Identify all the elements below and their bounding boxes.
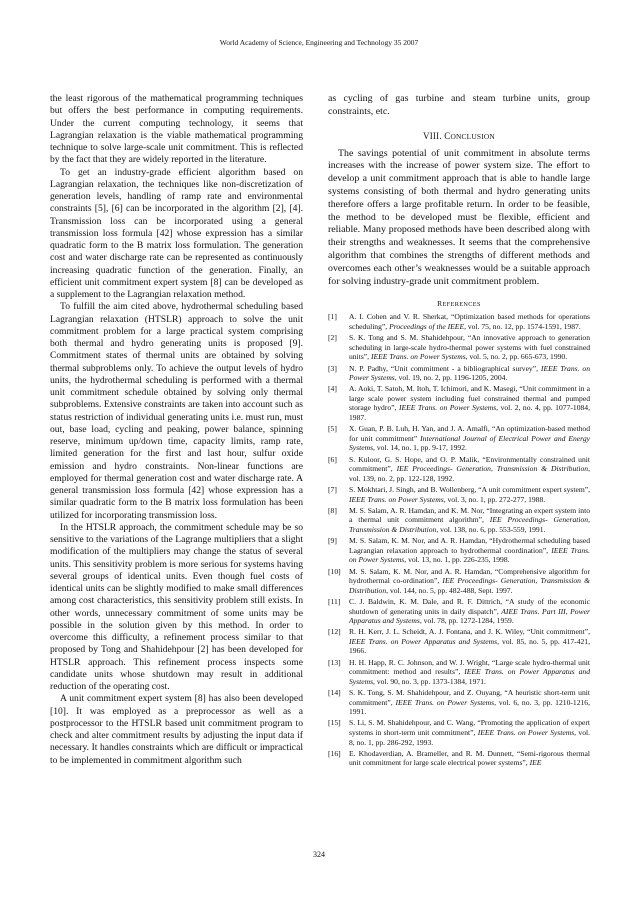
reference-item [328,333,590,362]
reference-details: , vol. 139, no. 2, pp. 122-128, 1992. [349,464,590,483]
conclusion-paragraph: The savings potential of unit commitment in absolute terms increases with the increase of power system size. The effort to develop a unit commitment approach that is able to handle large systems consisting of both thermal and hydro generating units therefore offers a large profitable return. In order to be feasible, the method to be developed must be flexible, efficient and reliable. Many proposed methods have been described along with their strengths and weaknesses. It seems that the comprehensive algorithm that combines the strengths of different methods and overcomes each other’s weaknesses would be a suitable approach for solving industry-grade unit commitment problem. [328,147,590,287]
reference-venue: AIEE Trans. Part III, Power Apparatus and Systems [349,606,590,626]
reference-venue: IEE Proceedings- Generation, Transmission & Distribution [349,515,590,534]
reference-details: , vol. 75, no. 12, pp. 1574-1591, 1987. [464,321,581,331]
reference-text [349,658,590,687]
reference-text [349,364,590,383]
left-paragraph-3: To fulfill the aim cited above, hydrothermal scheduling based Lagrangian relaxation (HTSLR) approach to solve the unit commitment problem for a large practical system comprising both thermal and hydro generating units is proposed [9]. Commitment states of thermal units are obtained by solving thermal subproblems only. To achieve the output levels of hydro units, the hydrothermal scheduling is performed with a thermal unit commitment schedule obtained by solving only thermal subproblems. Extensive constraints are taken into account such as status restriction of individual generating units i.e. must run, must out, base load, cycling and peaking, power balance, spinning reserve, minimum up/down time, capacity limits, ramp rate, limited generation for the first and last hour, sulfur oxide emission and hydro constraints. Non-linear functions are employed for thermal generation cost and water discharge rate. A general transmission loss formula [42] whose expression has a similar quadratic form to the B matrix loss formulation has been utilized for incorporating transmission loss. [50,301,303,521]
reference-details: , vol. 90, no. 3, pp. 1373-1384, 1971. [373,676,486,686]
reference-number: [14] [328,688,341,698]
reference-number: [7] [328,485,337,495]
running-header: World Academy of Science, Engineering and Technology 35 2007 [219,38,419,47]
reference-item [328,658,590,687]
reference-item [328,597,590,626]
reference-authors-title: S. Kuloor, G. S. Hope, and O. P. Malik, “Environmentally constrained unit commitment”, [349,454,590,474]
reference-number: [8] [328,505,337,515]
reference-number: [10] [328,566,341,576]
reference-item [328,384,590,422]
reference-number: [3] [328,363,337,373]
reference-details: , vol. 144, no. 5, pp. 482-488, Sept. 1997. [386,585,513,595]
reference-number: [2] [328,333,337,343]
reference-venue: IEEE Trans. on Power Apparatus and Systems [349,667,590,686]
references-heading [328,299,590,308]
reference-item [328,536,590,565]
reference-details: , vol. 138, no. 6, pp. 553-559, 1991. [436,524,546,534]
reference-authors-title: A. I. Cohen and V. R. Sherkat, “Optimization based methods for operations scheduling”, [349,312,590,331]
reference-details: , vol. 2, no. 4, pp. 1077-1084, 1987. [349,403,590,423]
reference-authors-title: H. H. Happ, R. C. Johnson, and W. J. Wright, “Large scale hydro-thermal unit commitment: method and results”, [349,657,590,677]
reference-details: , vol. 85, no. 5, pp. 417-421, 1966. [349,636,590,656]
reference-item [328,455,590,484]
reference-venue: IEE Proceedings- Generation, Transmission & Distribution [349,576,590,595]
reference-authors-title: C. J. Baldwin, K. M. Dale, and R. F. Dittrich, “A study of the economic shutdown of generating units in daily dispatch”, [349,596,590,616]
reference-item [328,749,590,768]
reference-venue: IEEE Trans. on Power Systems [395,697,495,707]
reference-venue: IEEE Trans. on Power Systems [349,545,590,565]
reference-venue: IEEE Trans. on Power Systems [398,403,497,413]
reference-item [328,688,590,717]
reference-authors-title: M. S. Salam, A. R. Hamdan, and K. M. Nor, “Integrating an expert system into a thermal unit commitment algorithm”, [349,505,590,525]
section-heading-conclusion [328,131,590,141]
reference-venue: IEEE Trans. on Power Systems [349,363,590,383]
reference-item [328,424,590,453]
reference-text [349,506,590,535]
reference-item [328,567,590,596]
reference-number: [5] [328,424,337,434]
reference-text [349,333,590,362]
right-continuation-paragraph: as cycling of gas turbine and steam turbine units, group constraints, etc. [328,93,590,117]
reference-authors-title: S. Mokhtari, J. Singh, and B. Wollenberg, “A unit commitment expert system”, [349,485,590,495]
reference-item [328,627,590,656]
reference-details: , vol. 19, no. 2, pp. 1196-1205, 2004. [394,373,508,383]
reference-authors-title: S. K. Tong, S. M. Shahidehpour, and Z. Ouyang, “A heuristic short-term unit commitment”, [349,688,590,707]
section-number: VIII. [423,130,442,141]
reference-text [349,567,590,596]
page-number: 324 [313,850,325,859]
reference-authors-title: E. Khodaverdian, A. Brameller, and R. M. Dunnett, “Semi-rigorous thermal unit commitment for large scale electrical power systems”, [349,748,590,768]
reference-details: , vol. 78, pp. 1272-1284, 1959. [419,616,514,626]
reference-details: , vol. 14, no. 1, pp. 9-17, 1992. [373,443,467,453]
reference-number: [4] [328,384,337,394]
reference-text [349,384,590,422]
left-paragraph-4: In the HTSLR approach, the commitment schedule may be so sensitive to the variations of the Lagrange multipliers that a slight modification of the multipliers may change the status of several units. This sensitivity problem is more serious for systems having several groups of identical units. Even though fuel costs of identical units can be slightly modified to make small differences among cost characteristics, this sensitivity problem still exists. In other words, unnecessary commitment of some units may be possible in the solution given by this method. In order to overcome this difficulty, a refinement process similar to that proposed by Tong and Shahidehpour [2] has been developed for HTSLR approach. This refinement process inspects some candidate units whose shutdown may result in additional reduction of the operating cost. [50,521,303,692]
left-paragraph-2: To get an industry-grade efficient algorithm based on Lagrangian relaxation, the techniques like non-discretization of generation levels, handling of ramp rate and environmental constraints [5], [6] can be incorporated in the algorithm [2], [4]. Transmission loss can be incorporated using a general transmission loss formula [42] whose expression has a similar quadratic form to the B matrix loss formulation. The generation cost and water discharge rate can be represented as continuously increasing quadratic function of the generation. Finally, an efficient unit commitment expert system [8] can be developed as a supplement to the Lagrangian relaxation method. [50,166,303,300]
reference-venue: IEEE Trans. on Power Systems [477,728,575,738]
reference-details: , vol. 6, no. 3, pp. 1210-1216, 1991. [349,697,590,717]
reference-details: , vol. 8, no. 1, pp. 286-292, 1993. [349,728,591,747]
reference-authors-title: S. K. Tong and S. M. Shahidehpour, “An innovative approach to generation scheduling in large-scale hydro-thermal power systems with fuel constrained units”, [349,333,590,362]
references-title-first-letter: R [437,299,443,309]
reference-list [328,312,590,768]
reference-venue: IEE [529,758,542,768]
reference-authors-title: S. Li, S. M. Shahidehpour, and C. Wang, “Promoting the application of expert systems in short-term unit commitment”, [349,718,590,738]
reference-item [328,312,590,331]
reference-number: [9] [328,536,337,546]
reference-venue: IEE Proceedings- Generation, Transmission & Distribution [396,464,589,474]
reference-number: [16] [328,748,341,758]
reference-text [349,424,590,453]
reference-number: [15] [328,718,341,728]
reference-venue: IEEE Trans. on Power Systems, [349,494,446,504]
reference-item [328,485,590,504]
reference-number: [12] [328,627,341,637]
reference-text [349,597,590,626]
reference-venue: International Journal of Electrical Power and Energy Systems [349,433,590,453]
section-title-rest: ONCLUSION [450,131,495,141]
section-title-first-letter: C [444,130,451,141]
reference-details: vol. 3, no. 1, pp. 272-277, 1988. [445,494,546,504]
reference-venue: Proceedings of the IEEE [389,321,465,331]
reference-text [349,312,590,331]
reference-authors-title: X. Guan, P. B. Luh, H. Yan, and J. A. Amalfi, “An optimization-based method for unit commitment” [349,424,590,443]
reference-venue: IEEE Trans. on Power Apparatus and Systems [349,636,498,646]
reference-authors-title: R. H. Kerr, J. L. Scheidt, A. J. Fontana, and J. K. Wiley, “Unit commitment”, [349,627,590,637]
left-paragraph-1: the least rigorous of the mathematical programming techniques but offers the best performance in computing requirements. Under the current computing technology, it seems that Lagrangian relaxation is the viable mathematical programming technique to solve large-scale unit commitment. This is reflected by the fact that they are widely reported in the literature. [50,93,303,166]
reference-authors-title: M. S. Salam, K. M. Nor, and A. R. Hamdan, “Comprehensive algorithm for hydrothermal co-ordination”, [349,566,590,586]
reference-number: [11] [328,596,341,606]
reference-item [328,506,590,535]
reference-item [328,364,590,383]
reference-text [349,485,590,504]
reference-venue: IEEE Trans. on Power Systems [370,352,466,362]
right-column [328,93,590,770]
reference-text [349,718,590,747]
reference-number: [6] [328,454,337,464]
left-paragraph-5: A unit commitment expert system [8] has also been developed [10]. It was employed as a preprocessor as well as a postprocessor to the HTSLR based unit commitment program to check and alter commitment results by adjusting the input data if necessary. It handles constraints which are difficult or impractical to be implemented in commitment algorithm such [50,693,303,766]
reference-text [349,688,590,717]
reference-text [349,536,590,565]
left-column [50,93,303,767]
reference-authors-title: N. P. Padhy, “Unit commitment - a bibliographical survey”, [349,363,541,373]
reference-item [328,718,590,747]
reference-number: [1] [328,312,337,322]
reference-authors-title: A. Aoki, T. Satoh, M. Itoh, T. Ichimori, and K. Masegi, “Unit commitment in a large scale power system including fuel constrained thermal and pumped storage hydro”, [349,384,590,413]
reference-details: , vol. 13, no. 1, pp. 226-235, 1998. [404,555,510,565]
reference-text [349,455,590,484]
reference-text [349,627,590,656]
references-title-rest: EFERENCES [442,301,481,309]
reference-authors-title: M. S. Salam, K. M. Nor, and A. R. Hamdan, “Hydrothermal scheduling based Lagrangian relaxation approach to hydrothermal coordination”, [349,536,590,555]
reference-details: , vol. 5, no. 2, pp. 665-673, 1990. [465,352,568,362]
reference-text [349,749,590,768]
reference-number: [13] [328,657,341,667]
